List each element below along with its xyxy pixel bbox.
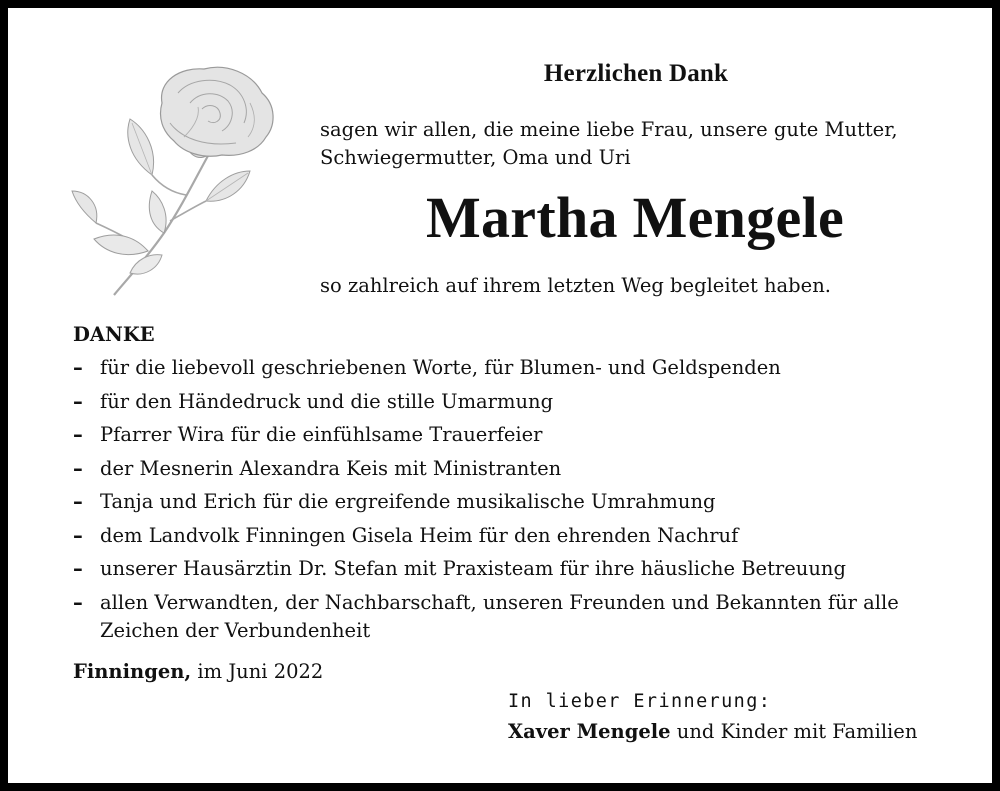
dash-bullet: –: [73, 590, 83, 614]
dash-bullet: –: [73, 456, 83, 480]
list-item-text: unserer Hausärztin Dr. Stefan mit Praxisteam für ihre häusliche Betreuung: [100, 557, 846, 580]
list-item: [73, 354, 953, 382]
danke-heading: DANKE: [73, 323, 155, 346]
intro-line-2: Schwiegermutter, Oma und Uri: [320, 146, 631, 169]
rose-icon: [66, 63, 286, 298]
list-item: [73, 455, 953, 483]
list-item: [73, 488, 953, 516]
signer-rest: und Kinder mit Familien: [676, 720, 918, 743]
dash-bullet: –: [73, 557, 83, 580]
intro-text: [320, 116, 960, 172]
list-item-text: für den Händedruck und die stille Umarmung: [100, 389, 554, 413]
list-item: [73, 555, 953, 583]
escort-line: so zahlreich auf ihrem letzten Weg begleitet haben.: [320, 274, 831, 297]
list-item-text: Pfarrer Wira für die einfühlsame Trauerfeier: [100, 423, 543, 446]
dash-bullet: –: [73, 523, 83, 547]
signer-name: Xaver Mengele: [508, 720, 671, 743]
thanks-list: [73, 354, 953, 650]
list-item-text: der Mesnerin Alexandra Keis mit Ministranten: [100, 456, 562, 480]
list-item-text: für die liebevoll geschriebenen Worte, für Blumen- und Geldspenden: [100, 356, 781, 379]
dash-bullet: –: [73, 490, 83, 513]
signature-heading: In lieber Erinnerung:: [508, 691, 772, 712]
intro-line-1: sagen wir allen, die meine liebe Frau, unsere gute Mutter,: [320, 118, 898, 141]
deceased-name: Martha Mengele: [425, 185, 845, 250]
list-item-text: Tanja und Erich für die ergreifende musikalische Umrahmung: [100, 490, 716, 513]
place-name: Finningen,: [73, 660, 192, 683]
list-item: [73, 589, 953, 645]
date-text: im Juni 2022: [197, 660, 324, 683]
thanks-title: Herzlichen Dank: [543, 60, 729, 87]
dash-bullet: –: [73, 389, 83, 413]
dash-bullet: –: [73, 356, 83, 379]
list-item-text: allen Verwandten, der Nachbarschaft, unseren Freunden und Bekannten für alle Zeichen der Verbundenheit: [100, 590, 899, 642]
list-item: [73, 522, 953, 550]
list-item: [73, 388, 953, 416]
signature-line: [508, 720, 917, 743]
place-date-line: [73, 660, 323, 683]
list-item: [73, 421, 953, 449]
dash-bullet: –: [73, 423, 83, 446]
list-item-text: dem Landvolk Finningen Gisela Heim für den ehrenden Nachruf: [100, 523, 739, 547]
